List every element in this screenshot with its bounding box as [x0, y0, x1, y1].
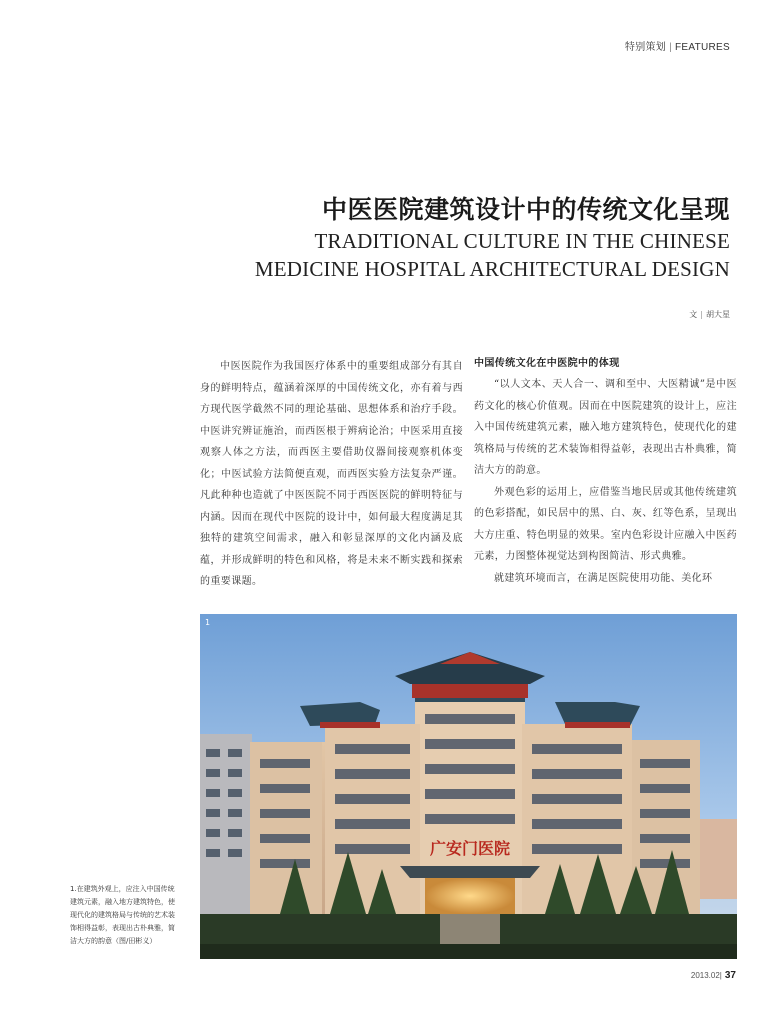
article-title-cn: 中医医院建筑设计中的传统文化呈现	[321, 195, 730, 224]
article-title-en	[255, 227, 730, 283]
building-illustration	[200, 614, 737, 959]
byline-label: 文	[689, 310, 698, 319]
page-footer	[691, 970, 736, 981]
author-name: 胡大星	[706, 310, 730, 319]
body-paragraph-2: 外观色彩的运用上，应借鉴当地民居或其他传统建筑的色彩搭配，如民居中的黑、白、灰、红等色系，呈现出大方庄重、特色明显的效果。室内色彩设计应融入中医药元素，力图整体视觉达到构图简洁、形式典雅。	[474, 486, 737, 562]
hospital-signage: 广安门医院	[429, 839, 511, 858]
body-column-right	[474, 354, 737, 589]
section-heading: 中国传统文化在中医院中的体现	[474, 358, 620, 369]
title-en-line-1: TRADITIONAL CULTURE IN THE CHINESE	[314, 229, 730, 253]
issue-date: 2013.02	[690, 971, 720, 980]
hospital-building-photo	[200, 614, 737, 959]
section-name-cn: 特别策划	[624, 42, 667, 53]
byline	[689, 309, 730, 320]
title-en-line-2: MEDICINE HOSPITAL ARCHITECTURAL DESIGN	[254, 257, 730, 281]
body-paragraph-1: “以人文本、天人合一、调和至中、大医精诚”是中医药文化的核心价值观。因而在中医院建筑的设计上，应注入中国传统建筑元素，融入地方建筑特色，使现代化的建筑格局与传统的艺术装饰相得益彰，表现出古朴典雅，简洁大方的韵意。	[474, 379, 737, 476]
byline-separator: |	[700, 310, 703, 319]
photo-number: 1	[205, 618, 211, 627]
page-number: 37	[724, 970, 736, 981]
intro-paragraph: 中医医院作为我国医疗体系中的重要组成部分有其自身的鲜明特点，蕴涵着深厚的中国传统文化，亦有着与西方现代医学截然不同的理论基础、思想体系和治疗手段。中医讲究辨证施治，而西医根于辨病论治；中医采用直接观察人体之方法，而西医主要借助仪器间接观察机体变化；中医试验方法简便直观，而西医实验方法复杂严谨。凡此种种也造就了中医医院不同于西医医院的鲜明特征与内涵。因而在现代中医院的设计中，如何最大程度满足其独特的建筑空间需求，融入和彰显深厚的文化内涵及底蕴，并形成鲜明的特色和风格，将是未来不断实践和探索的重要课题。	[200, 361, 463, 587]
footer-separator: |	[719, 971, 722, 980]
running-header	[625, 38, 730, 53]
header-separator: |	[669, 42, 672, 53]
body-paragraph-3: 就建筑环境而言，在满足医院使用功能、美化环	[494, 572, 713, 584]
section-name-en: FEATURES	[675, 42, 730, 53]
photo-caption: 1.在建筑外观上，应注入中国传统建筑元素，融入地方建筑特色，使现代化的建筑格局与传统的艺术装饰相得益彰，表现出古朴典雅，简洁大方的韵意（图/田彬义）	[70, 885, 175, 945]
body-column-left	[200, 356, 463, 593]
